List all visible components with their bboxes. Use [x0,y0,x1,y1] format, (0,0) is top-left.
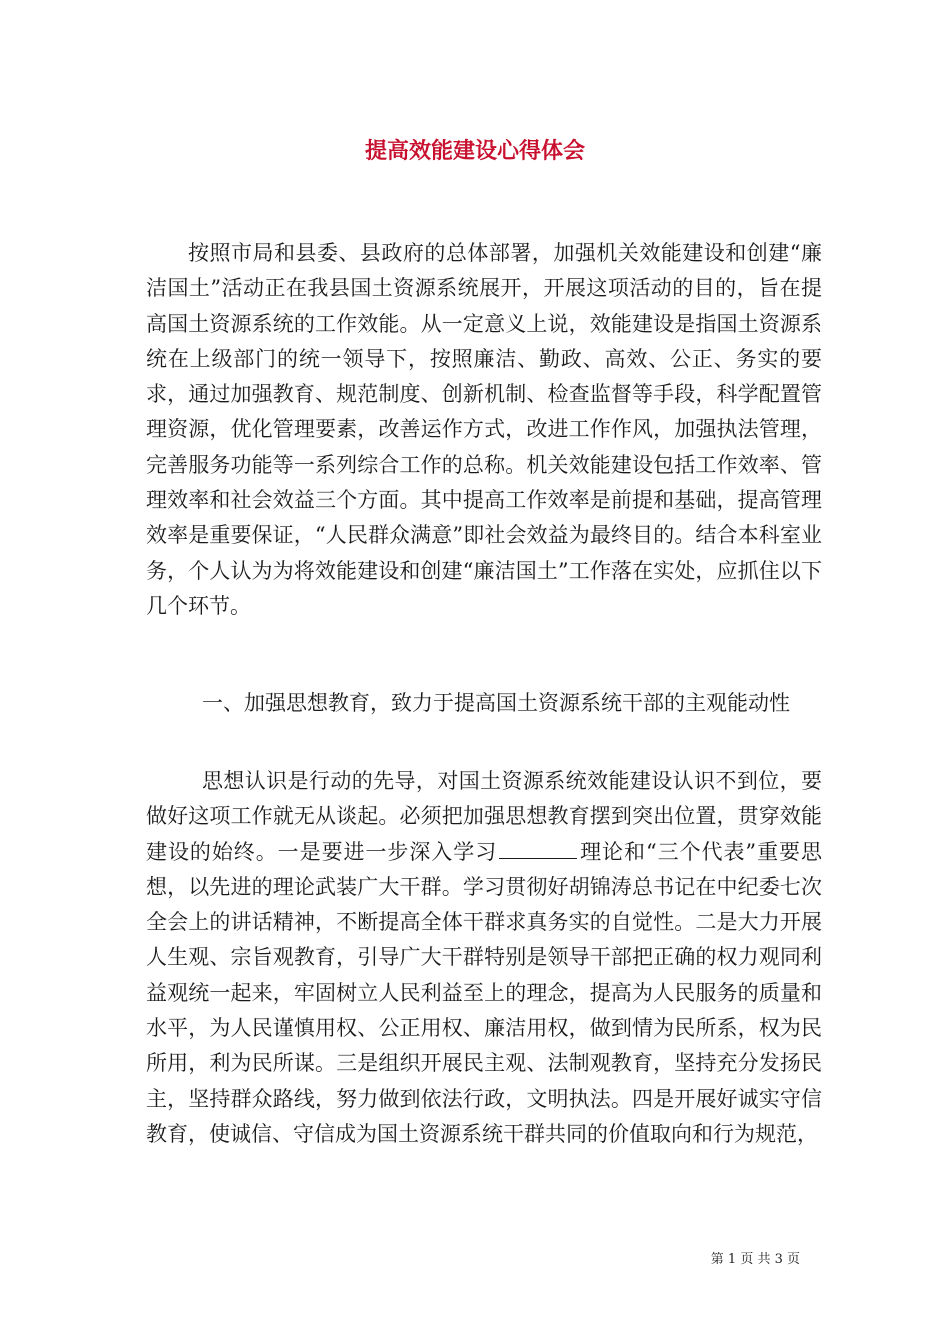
paragraph-section-1 [146,764,822,1152]
blank-underline [499,857,577,859]
page-number-footer: 第 1 页 共 3 页 [710,1252,800,1267]
section-heading-1: 一、加强思想教育，致力于提高国土资源系统干部的主观能动性 [202,691,790,715]
document-title: 提高效能建设心得体会 [364,138,585,164]
paragraph-intro: 按照市局和县委、县政府的总体部署，加强机关效能建设和创建“廉洁国土”活动正在我县国土资源系统展开，开展这项活动的目的，旨在提高国土资源系统的工作效能。从一定意义上说，效能建设是指国土资源系统在上级部门的统一领导下，按照廉洁、勤政、高效、公正、务实的要求，通过加强教育、规范制度、创新机制、检查监督等手段，科学配置管理资源，优化管理要素，改善运作方式，改进工作作风，加强执法管理，完善服务功能等一系列综合工作的总称。机关效能建设包括工作效率、管理效率和社会效益三个方面。其中提高工作效率是前提和基础，提高管理效率是重要保证，“人民群众满意”即社会效益为最终目的。结合本科室业务，个人认为为将效能建设和创建“廉洁国土”工作落在实处，应抓住以下几个环节。 [146,241,822,618]
paragraph-section-1-part-a: 思想认识是行动的先导，对国土资源系统效能建设认识不到位，要做好这项工作就无从谈起。必须把加强思想教育摆到突出位置，贯穿效能建设的始终。一是要进一步深入学习 [146,769,822,864]
paragraph-section-1-part-b: 理论和“三个代表”重要思想，以先进的理论武装广大干群。学习贯彻好胡锦涛总书记在中纪委七次全会上的讲话精神，不断提高全体干群求真务实的自觉性。二是大力开展人生观、宗旨观教育，引导广大干群特别是领导干部把正确的权力观同利益观统一起来，牢固树立人民利益至上的理念，提高为人民服务的质量和水平，为人民谨慎用权、公正用权、廉洁用权，做到情为民所系，权为民所用，利为民所谋。三是组织开展民主观、法制观教育，坚持充分发扬民主，坚持群众路线，努力做到依法行政，文明执法。四是开展好诚实守信教育，使诚信、守信成为国土资源系统干群共同的价值取向和行为规范， [146,839,822,1146]
